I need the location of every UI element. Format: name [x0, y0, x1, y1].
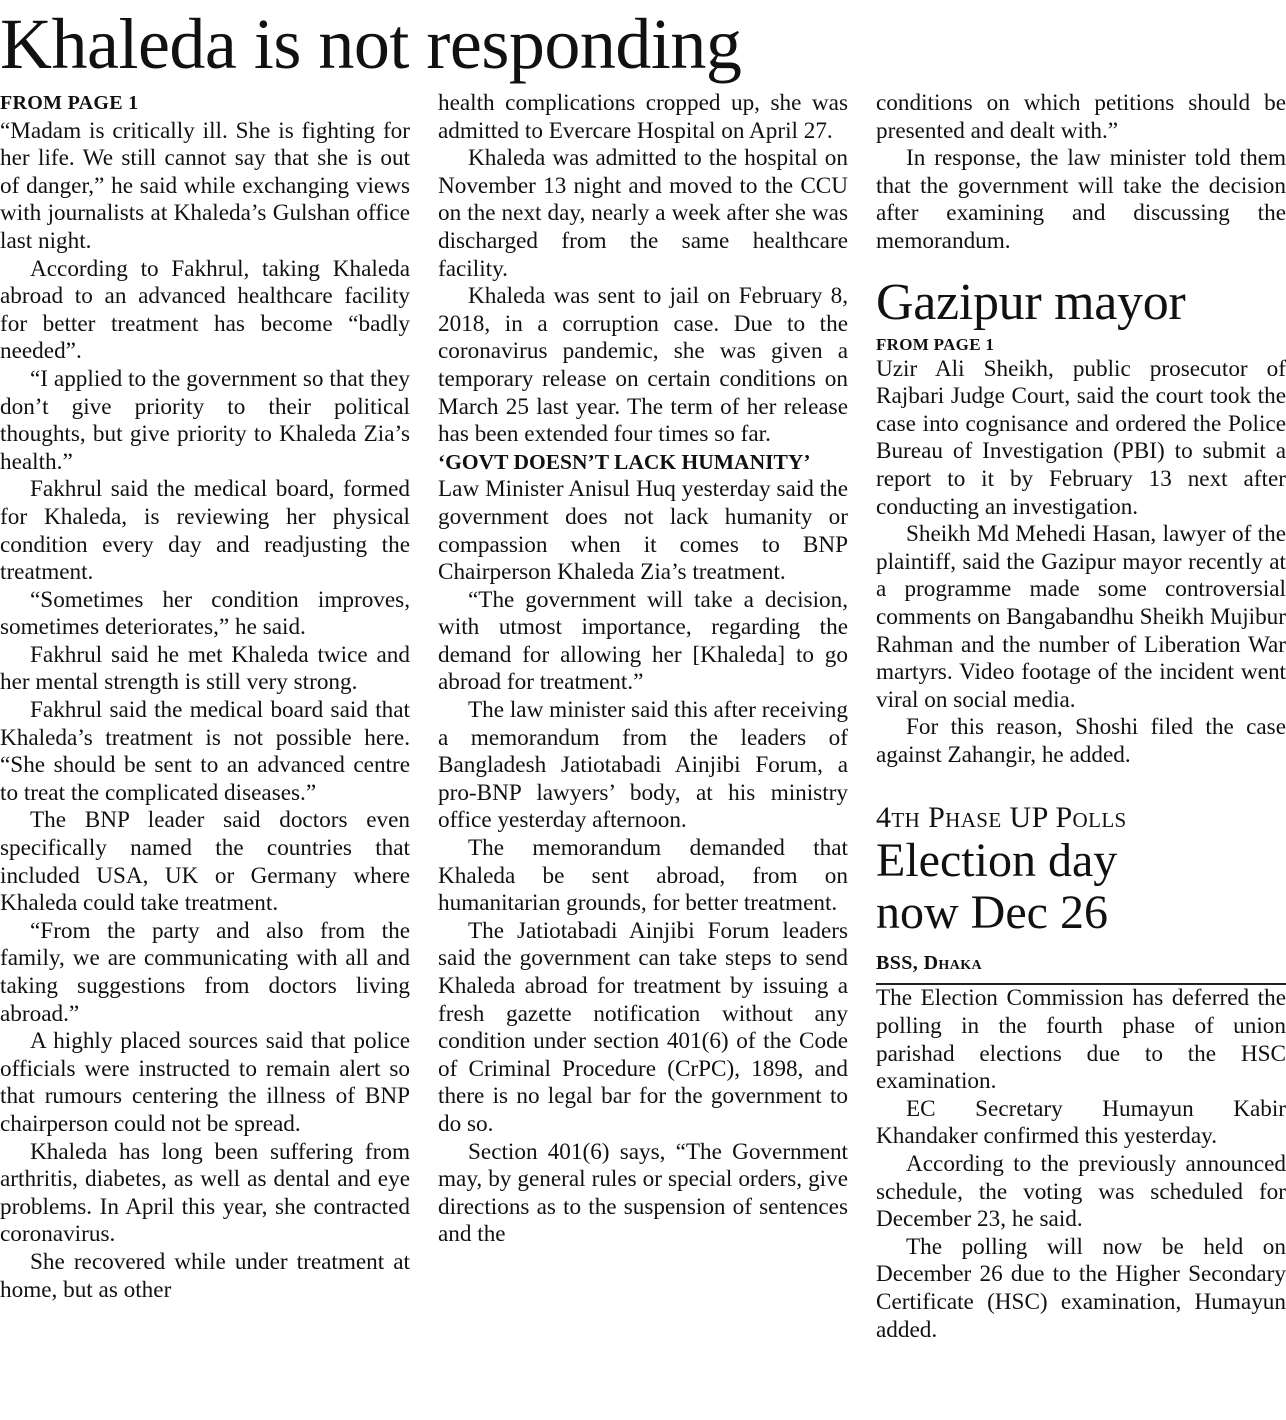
paragraph: For this reason, Shoshi filed the case against Zahangir, he added. — [876, 714, 1286, 768]
election-byline: BSS, Dhaka — [876, 951, 1286, 985]
paragraph: The law minister said this after receiving a memorandum from the leaders of Bangladesh Jatiotabadi Ainjibi Forum, a pro-BNP lawyers’ body, at his ministry office yesterday afternoon. — [438, 697, 848, 834]
election-kicker: 4th Phase UP Polls — [876, 801, 1127, 835]
paragraph: Khaleda has long been suffering from arthritis, diabetes, as well as dental and eye problems. In April this year, she contracted coronavirus. — [0, 1138, 410, 1248]
paragraph: “The government will take a decision, with utmost importance, regarding the demand for allowing her [Khaleda] to go abroad for treatment.” — [438, 586, 848, 696]
main-kicker: FROM PAGE 1 — [0, 92, 139, 114]
paragraph: health complications cropped up, she was admitted to Evercare Hospital on April 27. — [438, 90, 848, 144]
paragraph: A highly placed sources said that police officials were instructed to remain alert so that rumours centering the illness of BNP chairperson could not be spread. — [0, 1028, 410, 1137]
paragraph: The polling will now be held on December 26 due to the Higher Secondary Certificate (HSC) examination, Humayun added. — [876, 1233, 1286, 1343]
paragraph: The Jatiotabadi Ainjibi Forum leaders said the government can take steps to send Khaleda abroad for treatment by issuing a fresh gazette notification without any condition under section 401(6) of the Code of Criminal Procedure (CrPC), 1898, and there is no legal bar for the government to do so. — [438, 917, 848, 1137]
paragraph: The memorandum demanded that Khaleda be sent abroad, from on humanitarian grounds, for better treatment. — [438, 835, 848, 917]
paragraph: Sheikh Md Mehedi Hasan, lawyer of the plaintiff, said the Gazipur mayor recently at a programme made some controversial comments on Bangabandhu Sheikh Mujibur Rahman and the number of Liberation War martyrs. Video footage of the incident went viral on social media. — [876, 521, 1286, 713]
paragraph: “I applied to the government so that they don’t give priority to their political thoughts, but give priority to Khaleda Zia’s health.” — [0, 365, 410, 475]
election-headline-line1: Election day — [876, 834, 1118, 888]
paragraph: Khaleda was sent to jail on February 8, 2018, in a corruption case. Due to the coronavirus pandemic, she was given a temporary release on certain conditions on March 25 last year. The term of her release has been extended four times so far. — [438, 283, 848, 448]
paragraph: Fakhrul said he met Khaleda twice and her mental strength is still very strong. — [0, 641, 410, 696]
paragraph: conditions on which petitions should be presented and dealt with.” — [876, 90, 1286, 144]
paragraph: According to the previously announced schedule, the voting was scheduled for December 23, he said. — [876, 1151, 1286, 1233]
paragraph: She recovered while under treatment at home, but as other — [0, 1248, 410, 1303]
paragraph: Khaleda was admitted to the hospital on November 13 night and moved to the CCU on the next day, nearly a week after she was discharged from the same healthcare facility. — [438, 145, 848, 282]
election-headline-line2: now Dec 26 — [876, 886, 1108, 940]
paragraph: Fakhrul said the medical board said that Khaleda’s treatment is not possible here. “She should be sent to an advanced centre to treat the complicated diseases.” — [0, 697, 410, 806]
paragraph: “Madam is critically ill. She is fighting for her life. We still cannot say that she is out of danger,” he said while exchanging views with journalists at Khaleda’s Gulshan office last night. — [0, 117, 410, 254]
paragraph: “Sometimes her condition improves, sometimes deteriorates,” he said. — [0, 586, 410, 641]
paragraph: Section 401(6) says, “The Government may, by general rules or special orders, give directions as to the suspension of sentences and the — [438, 1138, 848, 1248]
paragraph: Uzir Ali Sheikh, public prosecutor of Rajbari Judge Court, said the court took the case into cognisance and ordered the Police Bureau of Investigation (PBI) to submit a report to it by February 13 next after conducting an investigation. — [876, 355, 1286, 520]
gazipur-headline: Gazipur mayor — [876, 273, 1186, 331]
gazipur-kicker: FROM PAGE 1 — [876, 334, 995, 354]
main-headline: Khaleda is not responding — [0, 4, 742, 84]
paragraph: The Election Commission has deferred the polling in the fourth phase of union parishad elections due to the HSC examination. — [876, 985, 1286, 1095]
paragraph: “From the party and also from the family, we are communicating with all and taking suggestions from doctors living abroad.” — [0, 917, 410, 1027]
paragraph: According to Fakhrul, taking Khaleda abroad to an advanced healthcare facility for better treatment has become “badly needed”. — [0, 255, 410, 365]
paragraph: Fakhrul said the medical board, formed for Khaleda, is reviewing her physical condition every day and readjusting the treatment. — [0, 476, 410, 586]
column-3 — [876, 90, 1286, 1416]
section-subhead: ‘GOVT DOESN’T LACK HUMANITY’ — [438, 449, 811, 474]
column-1 — [0, 90, 410, 1416]
paragraph: The BNP leader said doctors even specifically named the countries that included USA, UK or Germany where Khaleda could take treatment. — [0, 807, 410, 917]
paragraph: In response, the law minister told them that the government will take the decision after examining and discussing the memorandum. — [876, 145, 1286, 254]
paragraph: Law Minister Anisul Huq yesterday said the government does not lack humanity or compassion when it comes to BNP Chairperson Khaleda Zia’s treatment. — [438, 476, 848, 586]
column-2 — [438, 90, 848, 1416]
paragraph: EC Secretary Humayun Kabir Khandaker confirmed this yesterday. — [876, 1095, 1286, 1150]
